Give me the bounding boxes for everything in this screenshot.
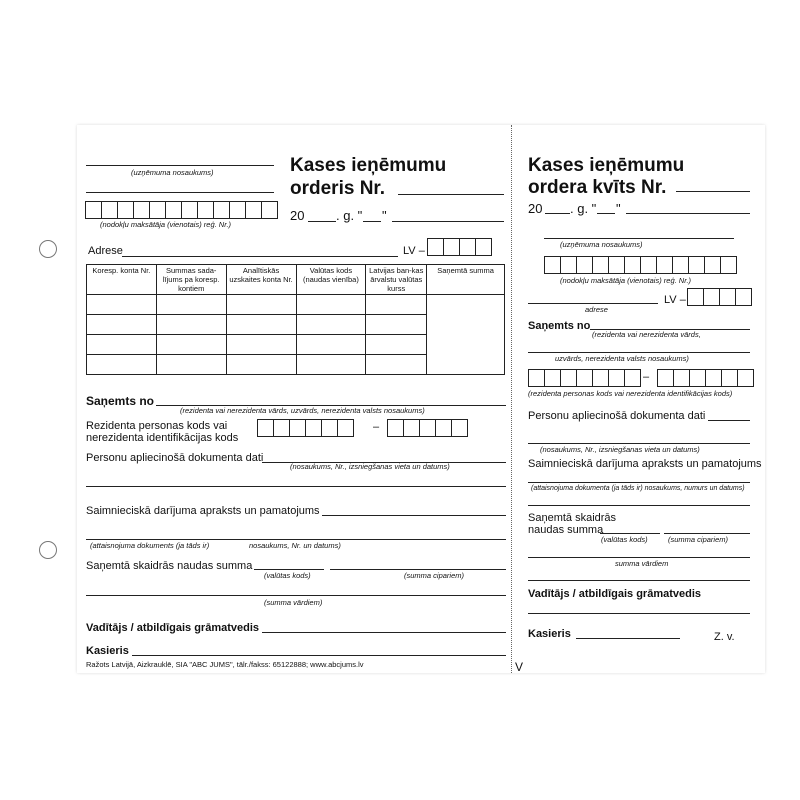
transaction-label: Saimnieciskā darījuma apraksts un pamatojums xyxy=(86,505,320,517)
col-header-amount: Saņemtā summa xyxy=(427,265,505,295)
personal-code-label: Rezidenta personas kods vai nerezidenta identifikācijas kods xyxy=(86,420,239,444)
transaction-hint-b: nosaukums, Nr. un datums) xyxy=(249,541,341,550)
receipt-received-from-hint-2: uzvārds, nerezidenta valsts nosaukums) xyxy=(555,354,689,363)
cash-sum-label: Saņemtā skaidrās naudas summa xyxy=(86,560,253,572)
receipt-day-line[interactable] xyxy=(597,213,615,214)
receipt-received-from-line-2[interactable] xyxy=(528,352,750,353)
binder-hole-bottom xyxy=(39,541,57,559)
receipt-company-line[interactable] xyxy=(544,238,734,239)
receipt-taxpayer-hint: (nodokļu maksātāja (vienotais) reģ. Nr.) xyxy=(560,276,692,285)
address-label: Adrese xyxy=(88,245,123,257)
receipt-taxpayer-cells[interactable] xyxy=(545,256,737,274)
manager-signature-line[interactable] xyxy=(262,632,506,633)
amount-cell[interactable] xyxy=(427,295,505,375)
transaction-hint-a: (attaisnojuma dokuments (ja tāds ir) xyxy=(90,541,210,550)
receipt-date-quote: " xyxy=(616,201,621,216)
receipt-sum-words-line[interactable] xyxy=(528,557,750,558)
order-number-line[interactable] xyxy=(398,194,504,195)
receipt-transaction-line-2[interactable] xyxy=(528,505,750,506)
manager-label: Vadītājs / atbildīgais grāmatvedis xyxy=(86,622,260,634)
receipt-title-line2: ordera kvīts Nr. xyxy=(528,177,667,198)
receipt-postal-cells[interactable] xyxy=(688,288,752,306)
table-header-row xyxy=(87,265,505,295)
receipt-date-year-label: . g. " xyxy=(570,201,597,216)
currency-code-hint: (valūtas kods) xyxy=(264,571,311,580)
receipt-year-line[interactable] xyxy=(545,213,570,214)
receipt-id-doc-hint: (nosaukums, Nr., izsniegšanas vieta un datums) xyxy=(540,445,700,454)
receipt-id-doc-line-2[interactable] xyxy=(528,443,750,444)
order-year-line[interactable] xyxy=(308,221,336,222)
cashier-signature-line[interactable] xyxy=(132,655,506,656)
receipt-transaction-hint: (attaisnojuma dokumenta (ja tāds ir) nosaukums, numurs un datums) xyxy=(531,485,745,492)
transaction-line-2[interactable] xyxy=(86,539,506,540)
receipt-currency-code-line[interactable] xyxy=(600,533,660,534)
perforation-line xyxy=(511,125,512,673)
receipt-address-hint: adrese xyxy=(585,305,608,314)
receipt-id-doc-line[interactable] xyxy=(708,420,750,421)
receipt-transaction-label: Saimnieciskā darījuma apraksts un pamatojums xyxy=(528,458,762,470)
receipt-id-doc-label: Personu apliecinošā dokumenta dati xyxy=(528,410,706,422)
sum-words-hint: (summa vārdiem) xyxy=(264,598,323,607)
receipt-number-line[interactable] xyxy=(676,191,750,192)
col-header-rate: Latvijas ban-kas ārvalstu valūtas kurss xyxy=(366,265,427,295)
receipt-cash-label-2: naudas summa xyxy=(528,524,604,536)
personal-code-cells-1[interactable] xyxy=(258,419,354,437)
receipt-cash-label-1: Saņemtā skaidrās xyxy=(528,512,617,524)
personal-code-cells-2[interactable] xyxy=(388,419,468,437)
order-title-line2: orderis Nr. xyxy=(290,178,386,199)
receipt-sum-words-hint: summa vārdiem xyxy=(615,559,669,568)
receipt-postal-label: LV – xyxy=(664,294,686,306)
company-extra-line[interactable] xyxy=(86,192,274,193)
col-header-currency: Valūtas kods (naudas vienība) xyxy=(296,265,366,295)
received-from-hint: (rezidenta vai nerezidenta vārds, uzvārds, nerezidenta valsts nosaukums) xyxy=(180,406,425,415)
id-doc-label: Personu apliecinošā dokumenta dati xyxy=(86,452,264,464)
table-row[interactable] xyxy=(87,295,505,315)
receipt-personal-code-cells-2[interactable] xyxy=(658,369,754,387)
receipt-personal-code-hint: (rezidenta personas kods vai nerezidenta identifikācijas kods) xyxy=(528,389,733,398)
sum-words-line[interactable] xyxy=(86,595,506,596)
company-name-line[interactable] xyxy=(86,165,274,166)
receipt-title-line1: Kases ieņēmumu xyxy=(528,155,685,176)
accounting-table xyxy=(86,264,505,375)
received-from-label: Saņemts no xyxy=(86,394,155,408)
receipt-company-hint: (uzņēmuma nosaukums) xyxy=(560,240,643,249)
receipt-manager-signature-line[interactable] xyxy=(528,613,750,614)
receipt-month-line[interactable] xyxy=(626,213,750,214)
receipt-transaction-line[interactable] xyxy=(528,482,750,483)
receipt-sum-digits-line[interactable] xyxy=(664,533,750,534)
address-line[interactable] xyxy=(122,256,398,257)
manufacturer-footer: Ražots Latvijā, Aizkrauklē, SIA "ABC JUMS", tālr./fakss: 65122888; www.abcjums.lv xyxy=(86,660,364,669)
receipt-cashier-signature-line[interactable] xyxy=(576,638,680,639)
col-header-account: Koresp. konta Nr. xyxy=(87,265,157,295)
sum-digits-line[interactable] xyxy=(330,569,506,570)
receipt-received-from-label: Saņemts no xyxy=(528,320,591,332)
id-doc-hint: (nosaukums, Nr., izsniegšanas vieta un datums) xyxy=(290,462,450,471)
taxpayer-reg-cells[interactable] xyxy=(86,201,278,219)
order-date-prefix: 20 xyxy=(290,208,305,223)
binder-hole-top xyxy=(39,240,57,258)
receipt-manager-label: Vadītājs / atbildīgais grāmatvedis xyxy=(528,588,702,600)
receipt-personal-code-cells-1[interactable] xyxy=(529,369,641,387)
id-doc-line-2[interactable] xyxy=(86,486,506,487)
personal-code-dash: – xyxy=(373,421,380,433)
receipt-sum-digits-hint: (summa cipariem) xyxy=(668,535,729,544)
order-day-line[interactable] xyxy=(363,221,381,222)
transaction-line[interactable] xyxy=(322,515,506,516)
receipt-date-prefix: 20 xyxy=(528,201,543,216)
receipt-cashier-label: Kasieris xyxy=(528,628,571,640)
sum-digits-hint: (summa cipariem) xyxy=(404,571,465,580)
col-header-analytic: Analītiskās uzskaites konta Nr. xyxy=(226,265,296,295)
receipt-personal-code-dash: – xyxy=(643,371,650,383)
cashier-label: Kasieris xyxy=(86,645,129,657)
order-title-line1: Kases ieņēmumu xyxy=(290,155,447,176)
receipt-currency-code-hint: (valūtas kods) xyxy=(601,535,648,544)
order-date-year-label: . g. " xyxy=(336,208,363,223)
seal-label: Z. v. xyxy=(714,631,735,643)
company-name-hint: (uzņēmuma nosaukums) xyxy=(131,168,214,177)
col-header-split: Summas sada-lījums pa koresp. kontiem xyxy=(156,265,226,295)
fold-mark: V xyxy=(515,660,524,674)
order-date-quote: " xyxy=(382,208,387,223)
postal-code-cells[interactable] xyxy=(428,238,492,256)
order-month-line[interactable] xyxy=(392,221,504,222)
postal-code-label: LV – xyxy=(403,245,425,257)
currency-code-line[interactable] xyxy=(254,569,324,570)
receipt-received-from-hint: (rezidenta vai nerezidenta vārds, xyxy=(592,330,701,339)
receipt-address-line[interactable] xyxy=(528,303,658,304)
taxpayer-reg-hint: (nodokļu maksātāja (vienotais) reģ. Nr.) xyxy=(100,220,232,229)
receipt-sum-words-line-2[interactable] xyxy=(528,580,750,581)
